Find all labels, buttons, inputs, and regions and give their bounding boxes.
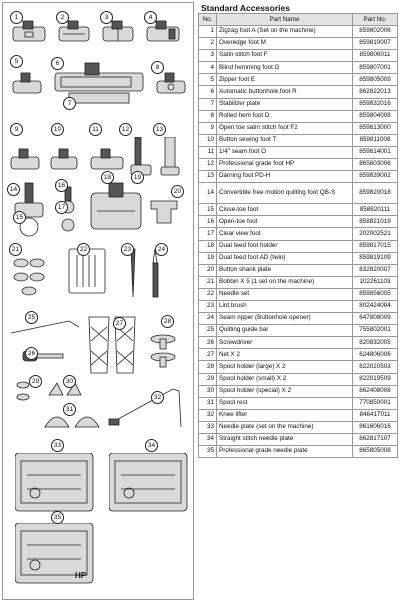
- cell-part-no: 858820111: [353, 204, 398, 216]
- cell-part-no: 859814001: [353, 146, 398, 158]
- callout-number: 12: [119, 123, 132, 136]
- table-row: [199, 159, 398, 171]
- callout-number: 7: [63, 97, 76, 110]
- cell-part-no: 859832016: [353, 98, 398, 110]
- cell-part-name: Needle plate (set on the machine): [217, 421, 353, 433]
- cell-part-name: Dual feed foot AD (twin): [217, 252, 353, 264]
- cell-no: 19: [199, 252, 217, 264]
- cell-part-name: Satin stitch foot F: [217, 50, 353, 62]
- callout-number: 16: [55, 179, 68, 192]
- cell-part-no: 862408008: [353, 385, 398, 397]
- cell-part-name: Quilting guide bar: [217, 325, 353, 337]
- cell-part-no: 862822013: [353, 86, 398, 98]
- table-row: [199, 240, 398, 252]
- callout-number: 11: [89, 123, 102, 136]
- callout-number: 21: [9, 243, 22, 256]
- callout-number: 27: [113, 317, 126, 330]
- cell-part-name: Zigzag foot A (Set on the machine): [217, 26, 353, 38]
- table-row: [199, 349, 398, 361]
- table-row: [199, 74, 398, 86]
- callout-number: 25: [25, 311, 38, 324]
- cell-part-name: Spool rest: [217, 397, 353, 409]
- cell-part-name: Zipper foot E: [217, 74, 353, 86]
- cell-part-name: Button sewing foot T: [217, 134, 353, 146]
- cell-no: 31: [199, 397, 217, 409]
- table-row: [199, 409, 398, 421]
- cell-no: 17: [199, 228, 217, 240]
- callout-number: 33: [51, 439, 64, 452]
- cell-part-no: 770850001: [353, 397, 398, 409]
- cell-part-no: 859839002: [353, 171, 398, 183]
- table-row: [199, 146, 398, 158]
- callout-number: 1: [10, 11, 23, 24]
- cell-part-name: Darning foot PD-H: [217, 171, 353, 183]
- table-row: [199, 385, 398, 397]
- cell-no: 32: [199, 409, 217, 421]
- callout-number: 31: [63, 403, 76, 416]
- cell-part-no: 822019509: [353, 373, 398, 385]
- cell-no: 7: [199, 98, 217, 110]
- cell-part-no: 202002521: [353, 228, 398, 240]
- table-row: [199, 98, 398, 110]
- cell-no: 9: [199, 122, 217, 134]
- table-row: [199, 264, 398, 276]
- presser-feet-row-4: [9, 181, 189, 239]
- cell-part-no: 862817107: [353, 434, 398, 446]
- column-header-no: No.: [199, 14, 217, 26]
- accessories-illustration-panel: [2, 2, 194, 600]
- table-row: [199, 288, 398, 300]
- cell-part-name: Needle set: [217, 288, 353, 300]
- cell-part-no: 859804008: [353, 110, 398, 122]
- cell-part-name: Knee lifter: [217, 409, 353, 421]
- table-row: [199, 361, 398, 373]
- callout-number: 2: [56, 11, 69, 24]
- table-row: [199, 86, 398, 98]
- callout-number: 5: [10, 55, 23, 68]
- cell-no: 33: [199, 421, 217, 433]
- cell-part-no: 647808009: [353, 313, 398, 325]
- cell-part-no: 859856005: [353, 288, 398, 300]
- cell-part-no: 865803006: [353, 159, 398, 171]
- callout-number: 19: [131, 171, 144, 184]
- cell-part-no: 820832005: [353, 337, 398, 349]
- cell-no: 27: [199, 349, 217, 361]
- callout-number: 32: [151, 391, 164, 404]
- table-row: [199, 313, 398, 325]
- callout-number: 20: [171, 185, 184, 198]
- table-row: [199, 204, 398, 216]
- table-row: [199, 62, 398, 74]
- cell-no: 12: [199, 159, 217, 171]
- cell-part-no: 624806006: [353, 349, 398, 361]
- cell-no: 25: [199, 325, 217, 337]
- callout-number: 34: [145, 439, 158, 452]
- column-header-part-name: Part Name: [217, 14, 353, 26]
- table-row: [199, 373, 398, 385]
- cell-no: 24: [199, 313, 217, 325]
- table-body: [199, 26, 398, 458]
- table-row: [199, 421, 398, 433]
- cell-part-no: 859819109: [353, 252, 398, 264]
- cell-no: 3: [199, 50, 217, 62]
- table-row: [199, 300, 398, 312]
- cell-part-no: 859817015: [353, 240, 398, 252]
- callout-number: 15: [13, 211, 26, 224]
- table-row: [199, 183, 398, 204]
- cell-no: 1: [199, 26, 217, 38]
- cell-no: 29: [199, 373, 217, 385]
- accessories-table: [198, 13, 398, 458]
- cell-part-no: 859813000: [353, 122, 398, 134]
- table-row: [199, 216, 398, 228]
- table-row: [199, 171, 398, 183]
- table-row: [199, 337, 398, 349]
- cell-no: 16: [199, 216, 217, 228]
- callout-number: 29: [29, 375, 42, 388]
- cell-part-no: 755802001: [353, 325, 398, 337]
- cell-no: 28: [199, 361, 217, 373]
- cell-part-name: 1/4" seam foot O: [217, 146, 353, 158]
- cell-part-name: Spool holder (special) X 2: [217, 385, 353, 397]
- cell-part-name: Lint brush: [217, 300, 353, 312]
- cell-part-name: Clear view foot: [217, 228, 353, 240]
- cell-no: 14: [199, 183, 217, 204]
- cell-part-name: Straight stitch needle plate: [217, 434, 353, 446]
- table-row: [199, 276, 398, 288]
- callout-number: 8: [151, 61, 164, 74]
- cell-no: 2: [199, 38, 217, 50]
- table-row: [199, 110, 398, 122]
- cell-part-no: 865805008: [353, 446, 398, 458]
- needle-plate-33: [15, 453, 95, 513]
- table-row: [199, 252, 398, 264]
- cell-part-no: 859811008: [353, 134, 398, 146]
- cell-no: 30: [199, 385, 217, 397]
- cell-part-name: Bobbin X 5 (1 set on the machine): [217, 276, 353, 288]
- table-row: [199, 134, 398, 146]
- table-row: [199, 26, 398, 38]
- callout-number: 28: [161, 315, 174, 328]
- callout-number: 10: [51, 123, 64, 136]
- cell-no: 20: [199, 264, 217, 276]
- cell-part-no: 102261103: [353, 276, 398, 288]
- cell-no: 4: [199, 62, 217, 74]
- section-title: Standard Accessories: [201, 3, 290, 13]
- cell-no: 13: [199, 171, 217, 183]
- cell-no: 15: [199, 204, 217, 216]
- cell-part-name: Professional grade foot HP: [217, 159, 353, 171]
- cell-part-name: Seam ripper (Buttonhole opener): [217, 313, 353, 325]
- cell-part-name: Open-toe foot: [217, 216, 353, 228]
- cell-part-name: Rolled hem foot D: [217, 110, 353, 122]
- cell-part-no: 859802006: [353, 26, 398, 38]
- callout-number: 26: [25, 347, 38, 360]
- table-row: [199, 228, 398, 240]
- cell-part-name: Stabilizer plate: [217, 98, 353, 110]
- cell-no: 23: [199, 300, 217, 312]
- cell-part-name: Blind hemming foot G: [217, 62, 353, 74]
- callout-number: 17: [55, 201, 68, 214]
- cell-part-name: Professional grade needle plate: [217, 446, 353, 458]
- cell-no: 26: [199, 337, 217, 349]
- callout-number: 24: [155, 243, 168, 256]
- presser-feet-row-2: [11, 61, 191, 111]
- callout-number: 14: [7, 183, 20, 196]
- presser-feet-row-3: [9, 137, 189, 181]
- callout-number: 13: [153, 123, 166, 136]
- cell-no: 21: [199, 276, 217, 288]
- cell-part-no: 832820007: [353, 264, 398, 276]
- cell-no: 35: [199, 446, 217, 458]
- table-header-row: [199, 14, 398, 26]
- needle-plate-34: [109, 453, 189, 513]
- table-row: [199, 38, 398, 50]
- cell-part-no: 859805009: [353, 74, 398, 86]
- cell-part-no: 846417011: [353, 409, 398, 421]
- cell-part-no: 802424004: [353, 300, 398, 312]
- table-row: [199, 122, 398, 134]
- cell-part-no: 822020503: [353, 361, 398, 373]
- callout-number: 18: [101, 171, 114, 184]
- table-row: [199, 50, 398, 62]
- cell-part-name: Spool holder (large) X 2: [217, 361, 353, 373]
- cell-no: 22: [199, 288, 217, 300]
- cell-no: 10: [199, 134, 217, 146]
- cell-part-name: Convertible free motion quilting foot QB-S: [217, 183, 353, 204]
- callout-number: 35: [51, 511, 64, 524]
- cell-part-name: Close-toe foot: [217, 204, 353, 216]
- cell-part-no: 861606016: [353, 421, 398, 433]
- cell-part-name: Open toe satin stitch foot F2: [217, 122, 353, 134]
- table-row: [199, 325, 398, 337]
- callout-number: 30: [63, 375, 76, 388]
- cell-part-name: Screwdriver: [217, 337, 353, 349]
- callout-number: 6: [51, 57, 64, 70]
- cell-part-name: Spool holder (small) X 2: [217, 373, 353, 385]
- cell-no: 5: [199, 74, 217, 86]
- cell-part-name: Automatic buttonhole foot R: [217, 86, 353, 98]
- cell-no: 18: [199, 240, 217, 252]
- cell-part-no: 858821019: [353, 216, 398, 228]
- cell-no: 8: [199, 110, 217, 122]
- cell-part-no: 859820018: [353, 183, 398, 204]
- cell-part-name: Dual feed foot holder: [217, 240, 353, 252]
- cell-no: 11: [199, 146, 217, 158]
- table-row: [199, 434, 398, 446]
- cell-part-name: Button shank plate: [217, 264, 353, 276]
- cell-part-name: Overedge foot M: [217, 38, 353, 50]
- cell-part-no: 859807001: [353, 62, 398, 74]
- cell-part-no: 859810007: [353, 38, 398, 50]
- cell-no: 34: [199, 434, 217, 446]
- callout-number: 3: [100, 11, 113, 24]
- callout-number: 23: [121, 243, 134, 256]
- callout-number: 22: [77, 243, 90, 256]
- table-row: [199, 446, 398, 458]
- cell-part-no: 859806011: [353, 50, 398, 62]
- callout-number: 4: [144, 11, 157, 24]
- cell-part-name: Net X 2: [217, 349, 353, 361]
- hp-plate-label: HP: [75, 571, 87, 580]
- cell-no: 6: [199, 86, 217, 98]
- callout-number: 9: [10, 123, 23, 136]
- table-row: [199, 397, 398, 409]
- column-header-part-no: Part No.: [353, 14, 398, 26]
